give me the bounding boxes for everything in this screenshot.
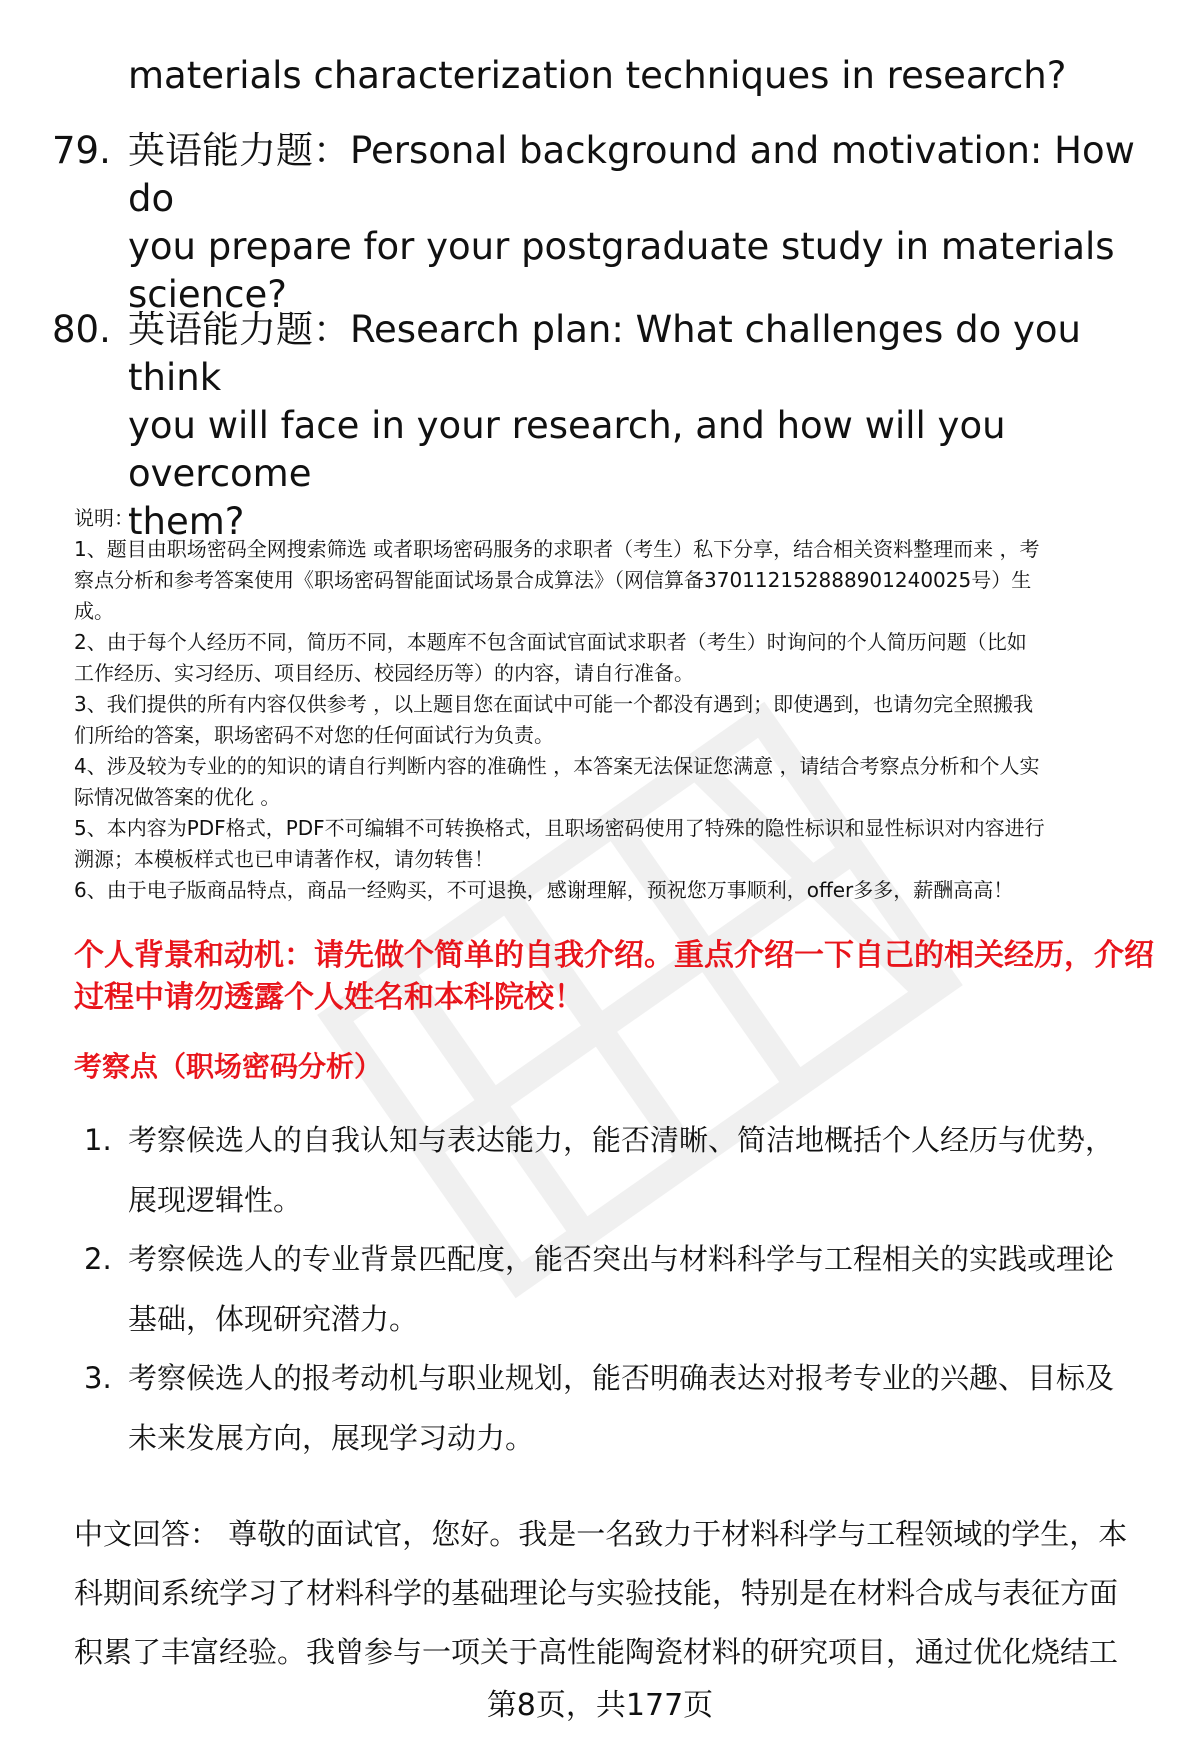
- answer-line: 积累了丰富经验。我曾参与一项关于高性能陶瓷材料的研究项目，通过优化烧结工: [74, 1635, 1119, 1669]
- notes-line: 4、涉及较为专业的的知识的请自行判断内容的准确性 ，本答案无法保证您满意 ，请结合考察点分析和个人实: [74, 754, 1040, 778]
- point-line: 考察候选人的报考动机与职业规划，能否明确表达对报考专业的兴趣、目标及: [128, 1361, 1115, 1395]
- section-title: [74, 935, 1160, 1019]
- notes-section: [74, 503, 1160, 906]
- chinese-answer: [74, 1505, 1164, 1682]
- previous-question-continuation: materials characterization techniques in research?: [128, 54, 1067, 97]
- analysis-heading: 考察点（职场密码分析）: [74, 1050, 383, 1083]
- notes-line: 3、我们提供的所有内容仅供参考 ，以上题目您在面试中可能一个都没有遇到；即使遇到，也请勿完全照搬我: [74, 692, 1034, 716]
- analysis-point: [84, 1348, 1160, 1468]
- point-number: 3.: [84, 1361, 112, 1395]
- analysis-point: [84, 1229, 1160, 1349]
- point-number: 2.: [84, 1242, 112, 1276]
- point-line: 未来发展方向，展现学习动力。: [128, 1421, 535, 1455]
- notes-line: 际情况做答案的优化 。: [74, 785, 281, 809]
- question-text: [128, 127, 1148, 319]
- analysis-point: [84, 1110, 1160, 1230]
- section-title-line: 过程中请勿透露个人姓名和本科院校！: [74, 980, 584, 1015]
- question-line: science?: [128, 273, 287, 316]
- notes-line: 2、由于每个人经历不同，简历不同，本题库不包含面试官面试求职者（考生）时询问的个人简历问题（比如: [74, 630, 1027, 654]
- notes-line: 溯源；本模板样式也已申请著作权，请勿转售！: [74, 847, 494, 871]
- notes-line: 5、本内容为PDF格式，PDF不可编辑不可转换格式，且职场密码使用了特殊的隐性标识和显性标识对内容进行: [74, 816, 1045, 840]
- notes-line: 工作经历、实习经历、项目经历、校园经历等）的内容，请自行准备。: [74, 661, 694, 685]
- notes-line: 成。: [74, 599, 114, 623]
- notes-line: 1、题目由职场密码全网搜索筛选 或者职场密码服务的求职者（考生）私下分享，结合相关资料整理而来 ，考: [74, 537, 1040, 561]
- notes-line: 6、由于电子版商品特点，商品一经购买，不可退换，感谢理解，预祝您万事顺利，offer多多，薪酬高高！: [74, 878, 1014, 902]
- answer-line: 中文回答： 尊敬的面试官，您好。我是一名致力于材料科学与工程领域的学生，本: [74, 1517, 1128, 1551]
- notes-line: 们所给的答案，职场密码不对您的任何面试行为负责。: [74, 723, 554, 747]
- question-number: 80.: [52, 308, 111, 351]
- point-line: 考察候选人的专业背景匹配度，能否突出与材料科学与工程相关的实践或理论: [128, 1242, 1115, 1276]
- answer-line: 科期间系统学习了材料科学的基础理论与实验技能，特别是在材料合成与表征方面: [74, 1576, 1119, 1610]
- question-line: them?: [128, 500, 245, 543]
- point-line: 展现逻辑性。: [128, 1183, 303, 1217]
- notes-line: 察点分析和参考答案使用《职场密码智能面试场景合成算法》（网信算备370112152888901240025号）生: [74, 568, 1032, 592]
- point-line: 考察候选人的自我认知与表达能力，能否清晰、简洁地概括个人经历与优势，: [128, 1123, 1115, 1157]
- question-number: 79.: [52, 129, 111, 172]
- notes-heading: 说明：: [74, 506, 134, 530]
- question-line: 英语能力题：Research plan: What challenges do you think: [128, 308, 1081, 399]
- question-line: you prepare for your postgraduate study in materials: [128, 225, 1115, 268]
- question-line: 英语能力题：Personal background and motivation: How do: [128, 129, 1135, 220]
- page-footer: 第8页，共177页: [486, 1688, 714, 1723]
- point-line: 基础，体现研究潜力。: [128, 1302, 419, 1336]
- question-line: you will face in your research, and how will you overcome: [128, 404, 1006, 495]
- section-title-line: 个人背景和动机：请先做个简单的自我介绍。重点介绍一下自己的相关经历，介绍: [74, 938, 1154, 973]
- point-number: 1.: [84, 1123, 112, 1157]
